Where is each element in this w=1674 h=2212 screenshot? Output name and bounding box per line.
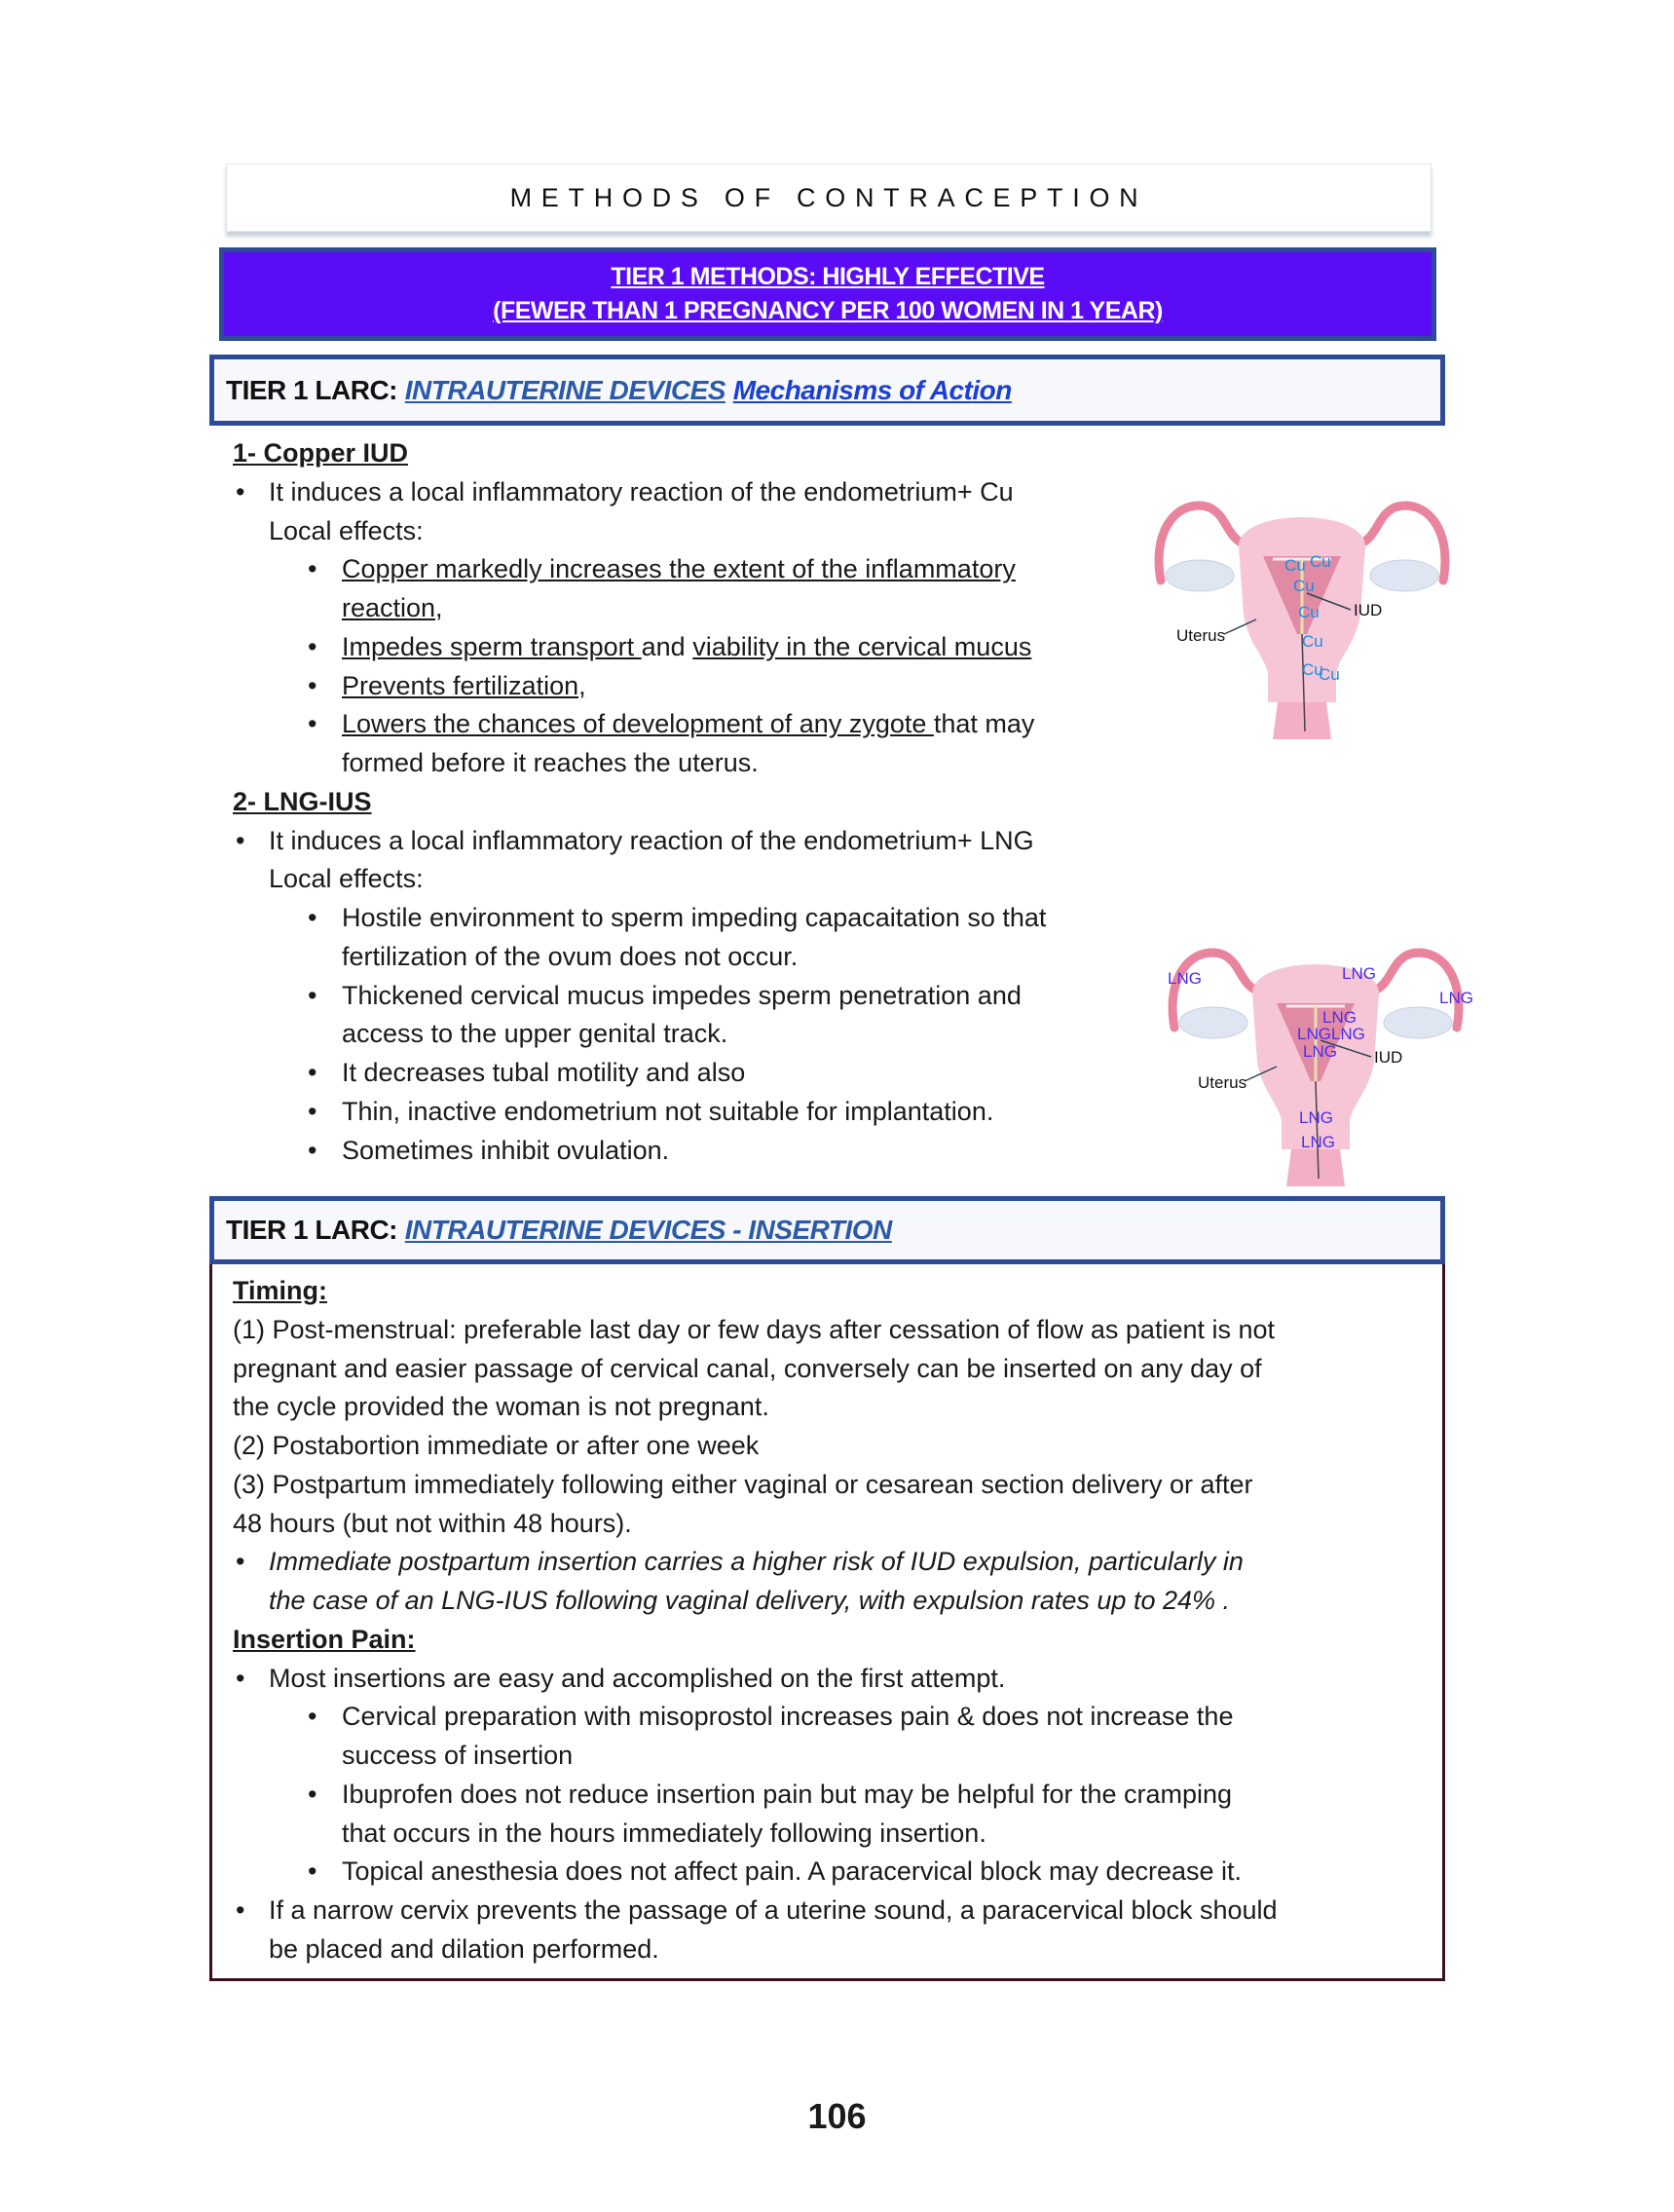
list-item: the case of an LNG-IUS following vaginal delivery, with expulsion rates up to 24% .: [269, 1586, 1231, 1615]
intrauterine-devices-link[interactable]: INTRAUTERINE DEVICES: [404, 374, 725, 405]
bullet: •: [308, 1702, 317, 1732]
list-item: (1) Post-menstrual: preferable last day or few days after cessation of flow as patient is not: [233, 1314, 1276, 1344]
lng-marker: LNG: [1299, 1108, 1333, 1127]
lng-marker: LNG: [1303, 1042, 1337, 1061]
list-item: reaction,: [342, 593, 443, 622]
lng-marker: LNG: [1322, 1008, 1357, 1027]
list-item: access to the upper genital track.: [342, 1019, 728, 1049]
list-item: It decreases tubal motility and also: [342, 1058, 746, 1087]
section2-body: [209, 1272, 1278, 1969]
lng-marker: LNGLNG: [1297, 1025, 1365, 1043]
bullet: •: [236, 1547, 245, 1577]
cu-marker: Cu: [1298, 603, 1320, 621]
list-item: Local effects:: [269, 515, 424, 545]
cu-marker: Cu: [1293, 577, 1315, 595]
list-item: Most insertions are easy and accomplished on the first attempt.: [269, 1663, 1006, 1693]
bullet: •: [308, 709, 317, 739]
list-item: the cycle provided the woman is not pregnant.: [233, 1392, 769, 1422]
list-item: and: [641, 631, 693, 661]
list-item: fertilization of the ovum does not occur.: [342, 941, 799, 971]
list-item: It induces a local inflammatory reaction of the endometrium+ LNG: [269, 825, 1034, 855]
section-header-insertion: [209, 1196, 1445, 1264]
bullet: •: [308, 670, 317, 700]
copper-iud-illustration: [1141, 488, 1463, 739]
section-header-prefix: TIER 1 LARC:: [226, 374, 397, 405]
list-item: Sometimes inhibit ovulation.: [342, 1135, 670, 1165]
uterus-label: Uterus: [1176, 626, 1226, 645]
iud-label: IUD: [1374, 1048, 1403, 1067]
timing-heading: Timing:: [233, 1276, 327, 1305]
list-item: If a narrow cervix prevents the passage of a uterine sound, a paracervical block should: [269, 1895, 1278, 1925]
lng-marker: LNG: [1439, 989, 1473, 1007]
bullet: •: [308, 980, 317, 1010]
list-item: Thin, inactive endometrium not suitable for implantation.: [342, 1096, 994, 1126]
list-item: Thickened cervical mucus impedes sperm penetration and: [342, 980, 1022, 1010]
list-item: formed before it reaches the uterus.: [342, 748, 759, 777]
list-item: success of insertion: [342, 1741, 574, 1770]
page-number: 106: [807, 2096, 867, 2136]
bullet: •: [308, 1856, 317, 1887]
section-header-prefix: TIER 1 LARC:: [226, 1215, 397, 1245]
lng-ius-illustration: [1155, 935, 1476, 1186]
list-item: Copper markedly increases the extent of the inflammatory: [342, 554, 1016, 584]
list-item: that may: [933, 709, 1035, 739]
cu-marker: Cu: [1284, 556, 1306, 575]
lng-marker: LNG: [1168, 969, 1202, 988]
document-title-box: [226, 164, 1432, 232]
tier-banner: [219, 247, 1436, 341]
bullet: •: [308, 631, 317, 661]
tier-banner-line1: TIER 1 METHODS: HIGHLY EFFECTIVE: [611, 263, 1045, 290]
bullet: •: [308, 1779, 317, 1809]
lng-ius-heading: 2- LNG-IUS: [233, 786, 372, 816]
bullet: •: [308, 903, 317, 932]
list-item: It induces a local inflammatory reaction of the endometrium+ Cu: [269, 476, 1014, 506]
bullet: •: [236, 825, 245, 855]
list-item: that occurs in the hours immediately following insertion.: [342, 1818, 986, 1848]
bullet: •: [236, 476, 245, 506]
list-item: Local effects:: [269, 864, 424, 894]
iud-label: IUD: [1354, 601, 1383, 619]
cu-marker: Cu: [1310, 552, 1331, 571]
uterus-label: Uterus: [1198, 1073, 1247, 1092]
list-item: be placed and dilation performed.: [269, 1933, 659, 1964]
tier-banner-line2: (FEWER THAN 1 PREGNANCY PER 100 WOMEN IN 1 YEAR): [493, 297, 1163, 324]
bullet: •: [308, 1058, 317, 1087]
list-item: (2) Postabortion immediate or after one week: [233, 1431, 760, 1460]
bullet: •: [308, 1096, 317, 1126]
bullet: •: [236, 1663, 245, 1693]
list-item: (3) Postpartum immediately following either vaginal or cesarean section delivery or after: [233, 1469, 1253, 1499]
intrauterine-devices-insertion-link[interactable]: INTRAUTERINE DEVICES - INSERTION: [404, 1215, 892, 1245]
document-title: METHODS OF CONTRACEPTION: [509, 182, 1148, 212]
list-item: Prevents fertilization,: [342, 670, 586, 700]
bullet: •: [308, 1135, 317, 1165]
list-item: pregnant and easier passage of cervical canal, conversely can be inserted on any day of: [233, 1353, 1262, 1383]
insertion-pain-heading: Insertion Pain:: [233, 1624, 416, 1654]
bullet: •: [236, 1895, 245, 1925]
lng-marker: LNG: [1342, 964, 1376, 983]
bullet: •: [308, 554, 317, 584]
list-item: Cervical preparation with misoprostol increases pain & does not increase the: [342, 1702, 1234, 1732]
list-item: viability in the cervical mucus: [692, 631, 1032, 661]
copper-iud-heading: 1- Copper IUD: [233, 438, 409, 468]
section-header-mechanisms: [209, 355, 1445, 426]
list-item: Impedes sperm transport: [342, 631, 642, 661]
list-item: 48 hours (but not within 48 hours).: [233, 1508, 632, 1538]
list-item: Immediate postpartum insertion carries a higher risk of IUD expulsion, particularly in: [269, 1547, 1244, 1577]
cu-marker: Cu: [1319, 665, 1340, 684]
lng-marker: LNG: [1301, 1133, 1335, 1151]
list-item: Topical anesthesia does not affect pain. A paracervical block may decrease it.: [342, 1856, 1243, 1887]
list-item: Ibuprofen does not reduce insertion pain but may be helpful for the cramping: [342, 1779, 1233, 1809]
list-item: Hostile environment to sperm impeding capacaitation so that: [342, 903, 1047, 932]
section1-body: [209, 434, 1046, 1170]
list-item: Lowers the chances of development of any zygote: [342, 709, 934, 739]
cu-marker: Cu: [1302, 632, 1323, 651]
mechanisms-of-action-link[interactable]: Mechanisms of Action: [732, 374, 1012, 405]
cu-marker: Cu: [1302, 660, 1323, 679]
